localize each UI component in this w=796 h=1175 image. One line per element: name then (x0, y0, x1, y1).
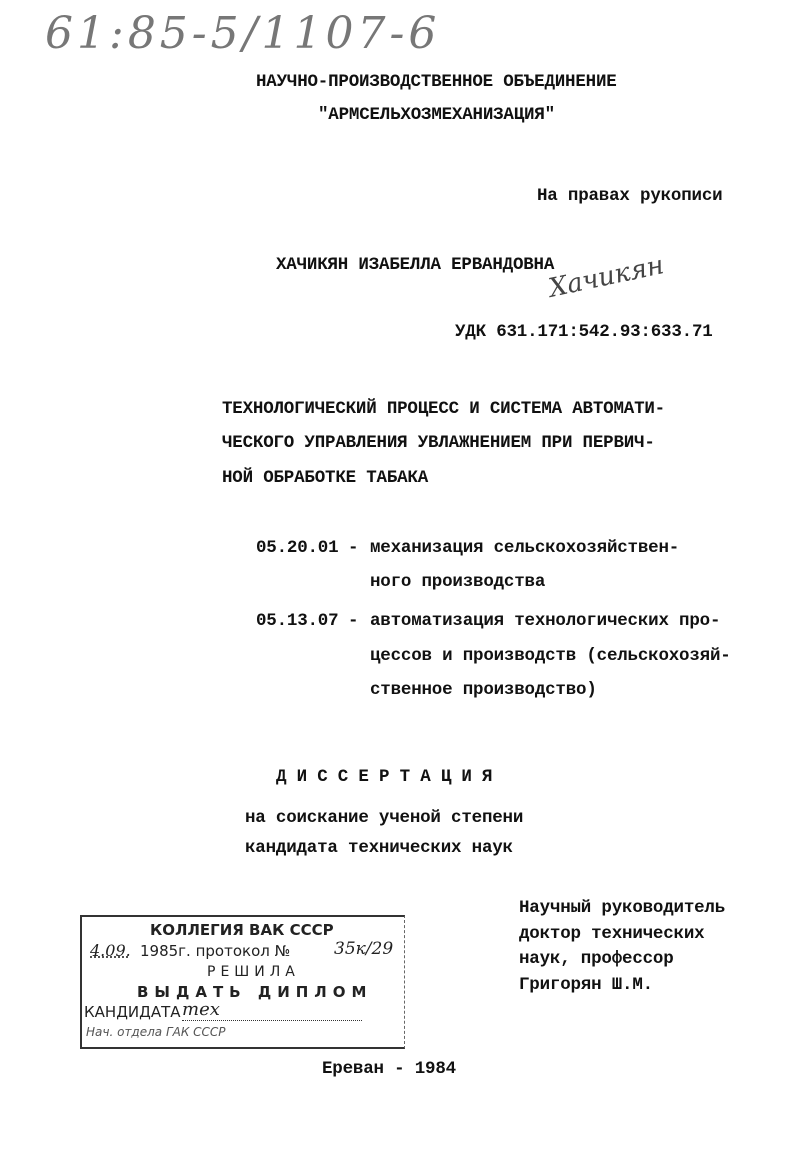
stamp-line-1: КОЛЛЕГИЯ ВАК СССР (150, 921, 334, 939)
supervisor-line-1: Научный руководитель (519, 898, 726, 918)
stamp-date-hand: 4.09. (90, 941, 131, 960)
supervisor-line-4: Григорян Ш.М. (519, 975, 653, 995)
author-signature: Хачикян (546, 250, 667, 304)
place-year: Ереван - 1984 (322, 1059, 456, 1079)
specialty-code-1: 05.20.01 (256, 538, 339, 558)
archive-mark: 61:85-5/1107-6 (45, 8, 441, 59)
author-name: ХАЧИКЯН ИЗАБЕЛЛА ЕРВАНДОВНА (276, 255, 555, 275)
degree-line-2: кандидата технических наук (245, 838, 513, 858)
stamp-line-3: РЕШИЛА (207, 964, 300, 980)
organization-line2: "АРМСЕЛЬХОЗМЕХАНИЗАЦИЯ" (318, 105, 555, 125)
supervisor-line-2: доктор технических (519, 924, 705, 944)
specialty-2-line-1: автоматизация технологических про- (370, 611, 721, 631)
title-line-3: НОЙ ОБРАБОТКЕ ТАБАКА (222, 468, 429, 488)
stamp-degree-hand: тех (182, 999, 362, 1021)
specialty-2-line-3: ственное производство) (370, 680, 597, 700)
specialty-1-line-1: механизация сельскохозяйствен- (370, 538, 680, 558)
stamp-protocol-hand: 35к/29 (334, 939, 394, 959)
specialty-dash-2: - (348, 611, 359, 631)
specialty-code-2: 05.13.07 (256, 611, 339, 631)
document-type: Д И С С Е Р Т А Ц И Я (276, 767, 493, 787)
specialty-1-line-2: ного производства (370, 572, 546, 592)
manuscript-note: На правах рукописи (537, 186, 723, 206)
stamp-line-5: КАНДИДАТА (84, 1003, 181, 1021)
degree-line-1: на соискание ученой степени (245, 808, 524, 828)
title-line-2: ЧЕСКОГО УПРАВЛЕНИЯ УВЛАЖНЕНИЕМ ПРИ ПЕРВИЧ- (222, 433, 655, 453)
stamp-line-6: Нач. отдела ГАК СССР (86, 1025, 226, 1039)
supervisor-line-3: наук, профессор (519, 949, 674, 969)
title-line-1: ТЕХНОЛОГИЧЕСКИЙ ПРОЦЕСС И СИСТЕМА АВТОМАТИ- (222, 399, 665, 419)
specialty-dash-1: - (348, 538, 359, 558)
specialty-2-line-2: цессов и производств (сельскохозяй- (370, 646, 731, 666)
stamp-line-2: 1985г. протокол № (140, 942, 291, 960)
vak-approval-stamp (80, 915, 405, 1049)
stamp-line-4: ВЫДАТЬ ДИПЛОМ (137, 983, 373, 1001)
organization-line1: НАУЧНО-ПРОИЗВОДСТВЕННОЕ ОБЪЕДИНЕНИЕ (256, 72, 617, 92)
udk-code: УДК 631.171:542.93:633.71 (455, 322, 713, 342)
